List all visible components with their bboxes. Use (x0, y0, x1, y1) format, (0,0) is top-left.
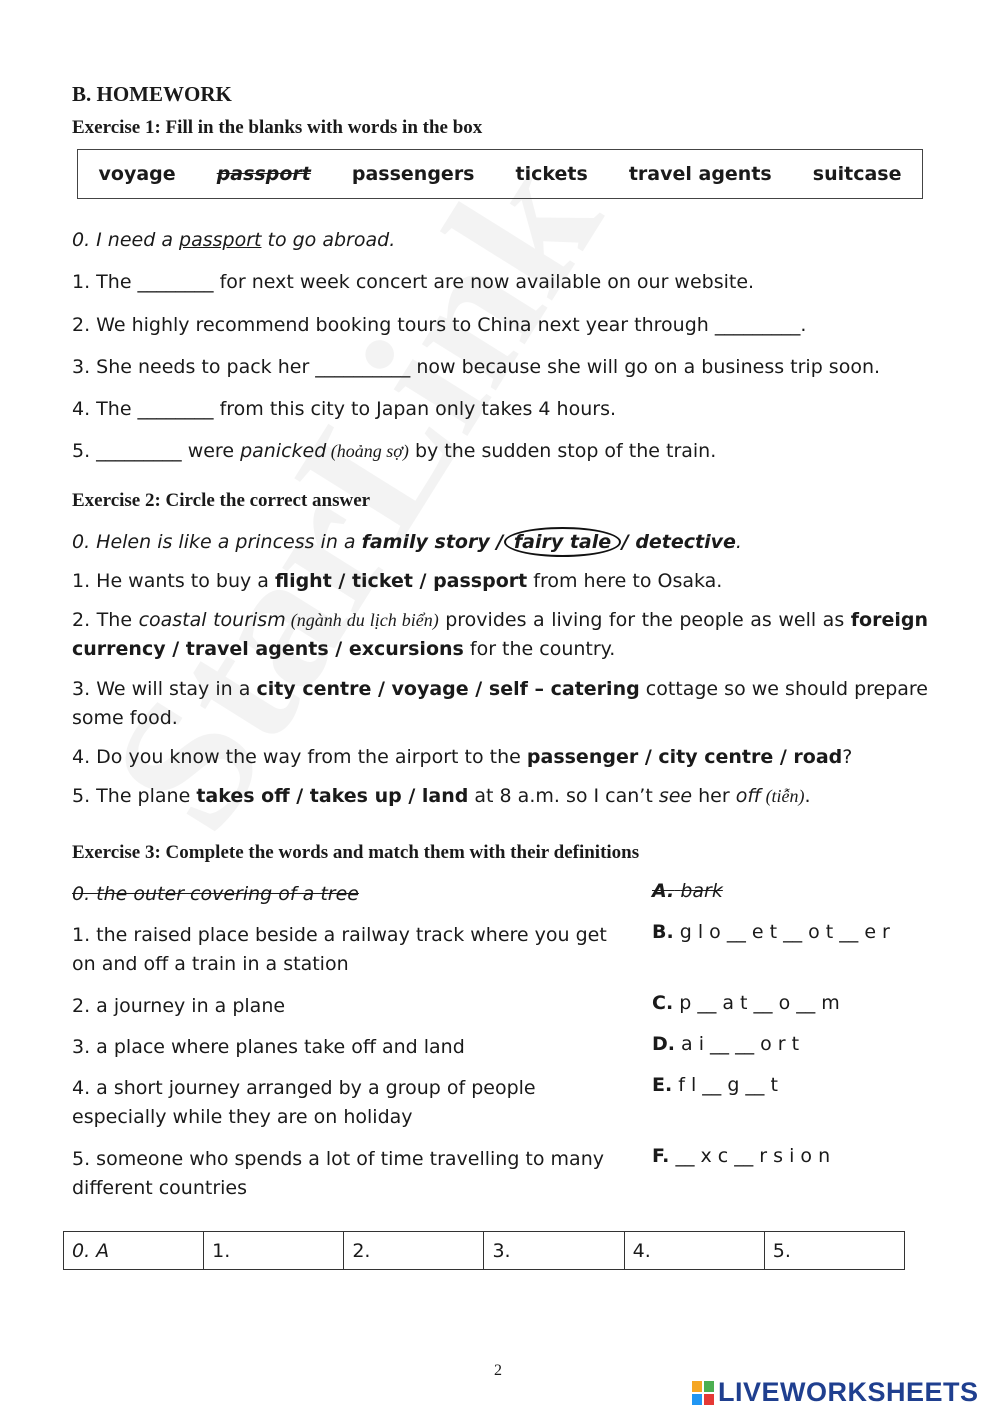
ex3-answer-word[interactable]: g l o __ e t __ o t __ e r (679, 921, 890, 943)
ex3-answer-letter: B. (652, 921, 674, 943)
ex3-answer-2[interactable] (652, 992, 840, 1014)
ex2-q3-post: cottage so we should prepare some food. (72, 678, 928, 729)
ex2-q2-options[interactable]: foreign currency / travel agents / excursions (72, 609, 928, 660)
ex3-definition-1: 1. the raised place beside a railway track where you get on and off a train in a station (72, 924, 607, 975)
ex1-q5-translation: (hoảng sợ) (326, 441, 409, 461)
ex2-q0-pre: 0. Helen is like a princess in a (72, 531, 362, 553)
ex2-q4-post: ? (842, 746, 853, 768)
ex3-answer-0 (652, 880, 723, 902)
ex3-answer-word[interactable]: __ x c __ r s i o n (675, 1145, 831, 1167)
ex2-question-1[interactable] (72, 570, 722, 592)
ex2-q2-translation: (ngành du lịch biển) (285, 610, 439, 630)
ex2-q5-translation: (tiễn) (761, 786, 805, 806)
ex2-q2-pre: 2. The (72, 609, 139, 631)
answer-cell-5[interactable]: 5. (764, 1232, 904, 1270)
liveworksheets-logo-icon (692, 1381, 714, 1405)
ex3-answer-4[interactable] (652, 1074, 778, 1096)
ex2-q2-post: for the country. (463, 638, 616, 660)
word-box-item: travel agents (628, 163, 772, 185)
ex2-q3-pre: 3. We will stay in a (72, 678, 257, 700)
ex2-q1-pre: 1. He wants to buy a (72, 570, 275, 592)
answer-cell-0: 0. A (64, 1232, 204, 1270)
ex1-q5-word: panicked (240, 440, 327, 462)
ex2-q0-option: / detective (615, 531, 736, 553)
ex1-example (72, 229, 395, 251)
ex2-question-3[interactable] (72, 675, 928, 733)
ex3-definition-0: 0. the outer covering of a tree (72, 883, 359, 905)
ex3-answer-letter: D. (652, 1033, 675, 1055)
ex2-question-5[interactable] (72, 785, 811, 807)
exercise-3-title: Exercise 3: Complete the words and match them with their definitions (72, 842, 640, 863)
ex2-q5-mid2: her (692, 785, 736, 807)
logo-text: LIVEWORKSHEETS (718, 1377, 979, 1407)
ex2-question-4[interactable] (72, 746, 852, 768)
ex3-answer-1[interactable] (652, 921, 890, 943)
ex2-q1-options[interactable]: flight / ticket / passport (274, 570, 528, 592)
ex1-example-pre: 0. I need a (72, 229, 180, 251)
answer-cell-3[interactable]: 3. (484, 1232, 624, 1270)
word-box-item: voyage (98, 163, 176, 185)
ex2-q5-see: see (658, 785, 693, 807)
ex1-q5-post: by the sudden stop of the train. (408, 440, 717, 462)
ex3-answer-5[interactable] (652, 1145, 830, 1167)
ex2-q0-post: . (735, 531, 742, 553)
exercise-2-title: Exercise 2: Circle the correct answer (72, 490, 371, 511)
ex3-answer-3[interactable] (652, 1033, 799, 1055)
ex3-answer-word: bark (680, 880, 723, 902)
liveworksheets-logo (692, 1377, 979, 1408)
ex2-q0-circled-answer: fairy tale (504, 527, 621, 557)
ex3-definition-3: 3. a place where planes take off and land (72, 1036, 465, 1058)
ex2-q1-post: from here to Osaka. (527, 570, 723, 592)
ex1-question-5[interactable] (72, 440, 716, 462)
word-box (77, 149, 923, 199)
ex2-q5-post: . (804, 785, 811, 807)
ex1-question-1[interactable]: 1. The ________ for next week concert are now available on our website. (72, 271, 755, 293)
ex2-question-2[interactable] (72, 606, 928, 664)
ex3-answer-letter: A. (652, 880, 675, 902)
ex3-definition-5: 5. someone who spends a lot of time travelling to many different countries (72, 1148, 604, 1199)
ex1-question-2[interactable]: 2. We highly recommend booking tours to China next year through _________. (72, 314, 807, 336)
ex2-q5-pre: 5. The plane (72, 785, 197, 807)
exercise-1-title: Exercise 1: Fill in the blanks with words in the box (72, 117, 483, 138)
ex3-answer-word[interactable]: a i __ __ o r t (681, 1033, 800, 1055)
page-number: 2 (494, 1362, 502, 1379)
ex2-q5-off: off (735, 785, 762, 807)
ex1-question-4[interactable]: 4. The ________ from this city to Japan only takes 4 hours. (72, 398, 617, 420)
ex2-q3-options[interactable]: city centre / voyage / self – catering (256, 678, 640, 700)
word-box-item: passport (216, 163, 311, 185)
ex1-example-post: to go abroad. (261, 229, 396, 251)
ex2-q5-mid: at 8 a.m. so I can’t (468, 785, 659, 807)
ex2-q2-mid: provides a living for the people as well as (438, 609, 851, 631)
ex2-q2-term: coastal tourism (138, 609, 286, 631)
answer-cell-2[interactable]: 2. (344, 1232, 484, 1270)
ex3-answer-letter: C. (652, 992, 674, 1014)
word-box-item: tickets (515, 163, 588, 185)
ex1-example-answer: passport (179, 229, 262, 251)
ex2-example (72, 531, 742, 553)
ex3-answer-letter: E. (652, 1074, 673, 1096)
homework-title: B. HOMEWORK (72, 82, 232, 106)
word-box-item: passengers (351, 163, 475, 185)
ex1-question-3[interactable]: 3. She needs to pack her __________ now because she will go on a business trip soon. (72, 356, 881, 378)
word-box-item: suitcase (812, 163, 902, 185)
ex3-answer-word[interactable]: f l __ g __ t (678, 1074, 778, 1096)
ex2-q4-pre: 4. Do you know the way from the airport to the (72, 746, 527, 768)
ex2-q4-options[interactable]: passenger / city centre / road (526, 746, 843, 768)
answer-cell-4[interactable]: 4. (624, 1232, 764, 1270)
ex2-q5-options[interactable]: takes off / takes up / land (196, 785, 469, 807)
ex3-definition-4: 4. a short journey arranged by a group of people especially while they are on holiday (72, 1077, 536, 1128)
ex3-answer-word[interactable]: p __ a t __ o __ m (679, 992, 840, 1014)
ex3-answer-letter: F. (652, 1145, 670, 1167)
answer-table (63, 1231, 905, 1270)
ex1-q5-pre: 5. _________ were (72, 440, 241, 462)
ex2-q0-option: family story / (361, 531, 510, 553)
answer-cell-1[interactable]: 1. (204, 1232, 344, 1270)
ex3-definition-2: 2. a journey in a plane (72, 995, 286, 1017)
